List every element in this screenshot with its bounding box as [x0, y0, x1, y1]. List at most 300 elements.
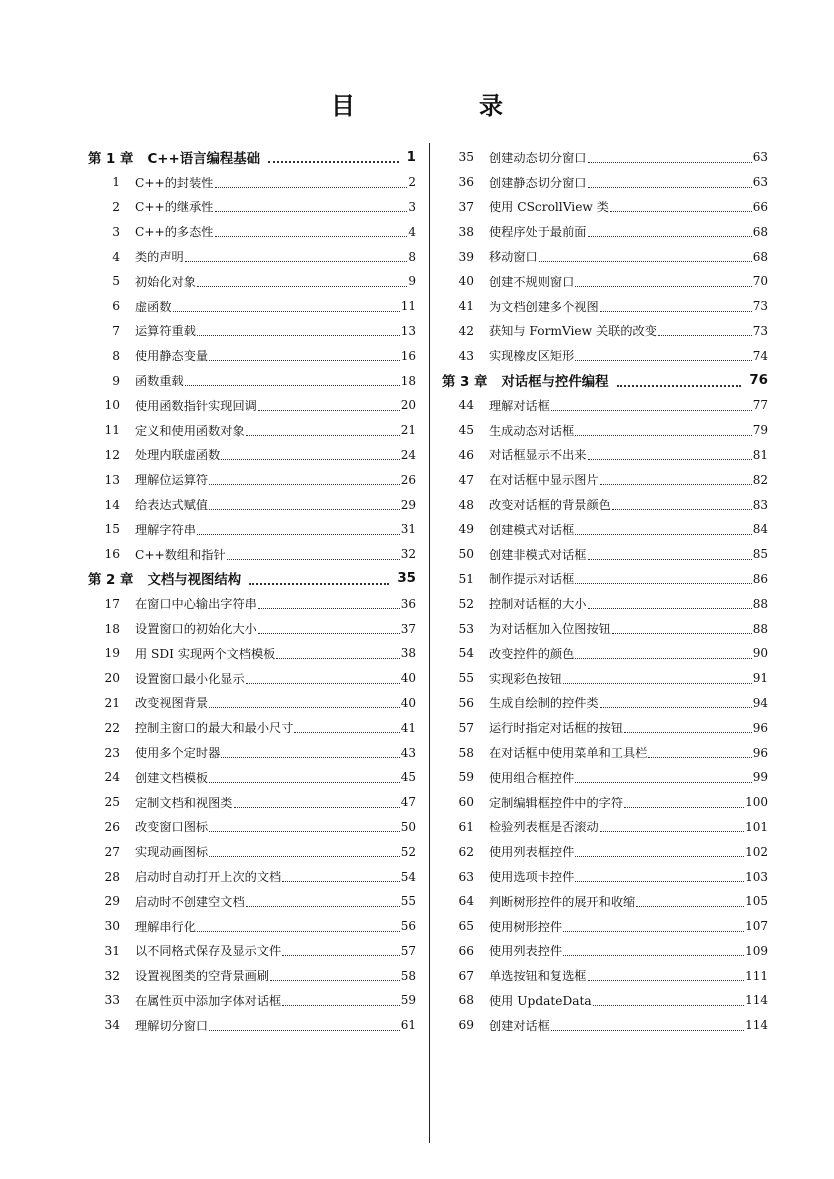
- toc-entry: [442, 443, 768, 468]
- toc-entry: [88, 765, 416, 790]
- toc-chapter-heading: [442, 368, 768, 393]
- toc-left-column: [88, 145, 416, 1038]
- page-number: 38: [400, 646, 416, 661]
- page-number: 74: [752, 348, 768, 363]
- dot-leader: [600, 819, 744, 832]
- dot-leader: [624, 795, 744, 808]
- toc-entry: [88, 219, 416, 244]
- toc-entry: [88, 864, 416, 889]
- entry-title: 生成自绘制的控件类: [489, 696, 599, 711]
- page-number: 41: [400, 720, 416, 735]
- entry-title: 初始化对象: [135, 274, 196, 289]
- dot-leader: [551, 1018, 744, 1031]
- page-number: 90: [752, 646, 768, 661]
- toc-chapter-heading: [88, 145, 416, 170]
- entry-number: 11: [104, 423, 120, 438]
- entry-title: 生成动态对话框: [489, 423, 575, 438]
- entry-number: 54: [458, 646, 474, 661]
- dot-leader: [282, 943, 399, 956]
- entry-title: 设置窗口的初始化大小: [135, 622, 257, 637]
- toc-entry: [88, 517, 416, 542]
- entry-number: 14: [104, 497, 120, 512]
- entry-title: 为文档创建多个视图: [489, 299, 599, 314]
- page-number: 36: [400, 596, 416, 611]
- page-number: 59: [400, 993, 416, 1008]
- entry-number: 69: [458, 1018, 474, 1033]
- toc-entry: [88, 914, 416, 939]
- toc-entry: [442, 219, 768, 244]
- entry-number: 24: [104, 770, 120, 785]
- page-number: 3: [408, 199, 416, 214]
- page-number: 4: [408, 224, 416, 239]
- entry-title: 使用函数指针实现回调: [135, 398, 257, 413]
- entry-number: 46: [458, 447, 474, 462]
- entry-title: 运行时指定对话框的按钮: [489, 721, 624, 736]
- entry-title: 创建对话框: [489, 1018, 550, 1033]
- page-number: 56: [400, 919, 416, 934]
- dot-leader: [588, 547, 752, 560]
- dot-leader: [197, 522, 400, 535]
- entry-title: 改变视图背景: [135, 696, 209, 711]
- page-number: 102: [745, 844, 768, 859]
- toc-entry: [442, 641, 768, 666]
- toc-entry: [88, 170, 416, 195]
- dot-leader: [575, 348, 751, 361]
- entry-title: C++的继承性: [135, 200, 214, 215]
- page-number: 73: [752, 299, 768, 314]
- page-number: 103: [745, 869, 768, 884]
- entry-number: 47: [458, 472, 474, 487]
- page-number: 101: [745, 819, 768, 834]
- page-number: 24: [400, 447, 416, 462]
- dot-leader: [575, 869, 744, 882]
- toc-entry: [442, 765, 768, 790]
- entry-title: 设置窗口最小化显示: [135, 671, 245, 686]
- dot-leader: [215, 175, 408, 188]
- dot-leader: [234, 795, 400, 808]
- toc-entry: [88, 988, 416, 1013]
- dot-leader: [612, 497, 752, 510]
- dot-leader: [276, 646, 399, 659]
- toc-entry: [88, 715, 416, 740]
- toc-entry: [88, 616, 416, 641]
- dot-leader: [282, 993, 399, 1006]
- dot-leader: [270, 968, 400, 981]
- entry-title: 移动窗口: [489, 250, 538, 265]
- toc-entry: [442, 418, 768, 443]
- page-number: 8: [408, 249, 416, 264]
- entry-title: 改变对话框的背景颜色: [489, 498, 611, 513]
- page-number: 83: [752, 497, 768, 512]
- page-number: 105: [745, 894, 768, 909]
- dot-leader: [588, 968, 745, 981]
- dot-leader: [209, 770, 400, 783]
- entry-number: 8: [112, 348, 120, 363]
- page-number: 91: [752, 671, 768, 686]
- dot-leader: [588, 175, 752, 188]
- page-number: 31: [400, 522, 416, 537]
- toc-entry: [442, 790, 768, 815]
- toc-entry: [88, 963, 416, 988]
- entry-number: 20: [104, 671, 120, 686]
- dot-leader: [588, 224, 752, 237]
- page-number: 47: [400, 795, 416, 810]
- page-number: 81: [752, 447, 768, 462]
- toc-entry: [442, 715, 768, 740]
- toc-entry: [442, 963, 768, 988]
- entry-title: 创建不规则窗口: [489, 274, 575, 289]
- chapter-number: 第 1 章: [88, 151, 134, 167]
- dot-leader: [209, 472, 400, 485]
- entry-title: 实现橡皮区矩形: [489, 349, 575, 364]
- toc-entry: [88, 418, 416, 443]
- page-number: 1: [406, 149, 416, 165]
- dot-leader: [563, 919, 744, 932]
- toc-entry: [442, 988, 768, 1013]
- page-number: 85: [752, 547, 768, 562]
- entry-number: 39: [458, 249, 474, 264]
- toc-entry: [88, 790, 416, 815]
- dot-leader: [258, 398, 400, 411]
- toc-entry: [88, 666, 416, 691]
- entry-number: 44: [458, 398, 474, 413]
- page-number: 57: [400, 943, 416, 958]
- entry-number: 66: [458, 943, 474, 958]
- entry-number: 58: [458, 745, 474, 760]
- entry-title: 制作提示对话框: [489, 572, 575, 587]
- dot-leader: [600, 299, 752, 312]
- entry-title: 理解字符串: [135, 522, 196, 537]
- dot-leader: [575, 844, 744, 857]
- entry-title: 理解切分窗口: [135, 1018, 209, 1033]
- toc-entry: [88, 641, 416, 666]
- page-number: 54: [400, 869, 416, 884]
- toc-entry: [88, 368, 416, 393]
- entry-title: 以不同格式保存及显示文件: [135, 944, 282, 959]
- entry-number: 17: [104, 596, 120, 611]
- entry-number: 16: [104, 547, 120, 562]
- chapter-title: 文档与视图结构: [147, 573, 242, 589]
- dot-leader: [588, 150, 752, 163]
- page-number: 63: [752, 175, 768, 190]
- dot-leader: [185, 373, 400, 386]
- dot-leader: [209, 844, 400, 857]
- page-number: 52: [400, 844, 416, 859]
- dot-leader: [610, 199, 752, 212]
- toc-entry: [88, 319, 416, 344]
- entry-title: 启动时自动打开上次的文档: [135, 870, 282, 884]
- toc-entry: [442, 839, 768, 864]
- entry-title: 启动时不创建空文档: [135, 894, 245, 909]
- entry-title: 使用树形控件: [489, 919, 563, 934]
- entry-title: 检验列表框是否滚动: [489, 820, 599, 835]
- entry-title: 定义和使用函数对象: [135, 423, 245, 438]
- toc-entry: [442, 294, 768, 319]
- entry-title: 给表达式赋值: [135, 498, 209, 513]
- dot-leader: [258, 596, 400, 609]
- entry-number: 2: [112, 199, 120, 214]
- dot-leader: [617, 373, 742, 387]
- toc-entry: [442, 542, 768, 567]
- toc-entry: [442, 864, 768, 889]
- toc-entry: [88, 195, 416, 220]
- entry-number: 49: [458, 522, 474, 537]
- toc-entry: [442, 939, 768, 964]
- entry-title: 函数重载: [135, 374, 184, 389]
- entry-title: 对话框显示不出来: [489, 448, 587, 463]
- dot-leader: [563, 671, 752, 684]
- page-number: 50: [400, 819, 416, 834]
- dot-leader: [612, 621, 752, 634]
- entry-number: 52: [458, 596, 474, 611]
- entry-number: 65: [458, 919, 474, 934]
- page-number: 99: [752, 770, 768, 785]
- dot-leader: [221, 745, 399, 758]
- entry-title: 创建模式对话框: [489, 522, 575, 537]
- page-number: 61: [400, 1018, 416, 1033]
- page-number: 37: [400, 621, 416, 636]
- chapter-title: 对话框与控件编程: [501, 375, 609, 391]
- entry-number: 62: [458, 844, 474, 859]
- toc-chapter-heading: [88, 567, 416, 592]
- page-number: 16: [400, 348, 416, 363]
- entry-number: 31: [104, 943, 120, 958]
- entry-number: 51: [458, 571, 474, 586]
- dot-leader: [246, 423, 400, 436]
- entry-number: 10: [104, 398, 120, 413]
- toc-entry: [442, 666, 768, 691]
- dot-leader: [209, 348, 400, 361]
- dot-leader: [221, 447, 399, 460]
- page-number: 21: [400, 423, 416, 438]
- chapter-title: C++语言编程基础: [147, 151, 261, 167]
- dot-leader: [209, 497, 400, 510]
- dot-leader: [282, 869, 399, 882]
- page-number: 68: [752, 249, 768, 264]
- page-number: 76: [749, 373, 768, 389]
- entry-number: 19: [104, 646, 120, 661]
- entry-title: C++的封装性: [135, 175, 214, 190]
- page-number: 43: [400, 745, 416, 760]
- page-number: 9: [408, 274, 416, 289]
- toc-entry: [88, 691, 416, 716]
- dot-leader: [575, 274, 751, 287]
- page-number: 114: [745, 993, 768, 1008]
- toc-entry: [442, 145, 768, 170]
- page-number: 18: [400, 373, 416, 388]
- entry-number: 61: [458, 819, 474, 834]
- entry-title: 创建静态切分窗口: [489, 175, 587, 190]
- toc-entry: [442, 195, 768, 220]
- dot-leader: [588, 447, 752, 460]
- entry-number: 1: [112, 175, 120, 190]
- entry-title: 获知与 FormView 关联的改变: [489, 324, 657, 339]
- toc-entry: [442, 319, 768, 344]
- entry-title: 虚函数: [135, 299, 172, 314]
- page-number: 88: [752, 621, 768, 636]
- toc-entry: [88, 393, 416, 418]
- dot-leader: [197, 274, 407, 287]
- entry-number: 23: [104, 745, 120, 760]
- entry-title: 运算符重载: [135, 324, 196, 339]
- toc-entry: [88, 467, 416, 492]
- toc-entry: [442, 616, 768, 641]
- dot-leader: [258, 621, 400, 634]
- page-number: 77: [752, 398, 768, 413]
- dot-leader: [209, 695, 400, 708]
- page-number: 68: [752, 224, 768, 239]
- toc-entry: [88, 542, 416, 567]
- entry-title: 使程序处于最前面: [489, 225, 587, 240]
- entry-title: 类的声明: [135, 250, 184, 265]
- entry-title: 使用静态变量: [135, 349, 209, 364]
- dot-leader: [648, 745, 751, 758]
- entry-number: 15: [104, 522, 120, 537]
- toc-entry: [442, 691, 768, 716]
- toc-entry: [442, 170, 768, 195]
- entry-number: 6: [112, 299, 120, 314]
- toc-entry: [442, 740, 768, 765]
- page-number: 40: [400, 695, 416, 710]
- page-number: 111: [745, 968, 768, 983]
- entry-number: 29: [104, 894, 120, 909]
- entry-number: 32: [104, 968, 120, 983]
- entry-number: 53: [458, 621, 474, 636]
- toc-entry: [88, 740, 416, 765]
- entry-number: 9: [112, 373, 120, 388]
- entry-title: 定制编辑框控件中的字符: [489, 795, 624, 810]
- dot-leader: [575, 770, 751, 783]
- toc-entry: [88, 815, 416, 840]
- entry-number: 57: [458, 720, 474, 735]
- toc-entry: [88, 839, 416, 864]
- page-number: 100: [745, 795, 768, 810]
- page-number: 40: [400, 671, 416, 686]
- entry-number: 48: [458, 497, 474, 512]
- dot-leader: [215, 224, 408, 237]
- entry-title: 在对话框中使用菜单和工具栏: [489, 746, 648, 761]
- entry-title: 改变窗口图标: [135, 820, 209, 835]
- entry-number: 38: [458, 224, 474, 239]
- dot-leader: [246, 671, 400, 684]
- entry-number: 50: [458, 547, 474, 562]
- chapter-number: 第 3 章: [442, 375, 488, 391]
- dot-leader: [600, 472, 752, 485]
- entry-title: 改变控件的颜色: [489, 646, 575, 661]
- page-number: 29: [400, 497, 416, 512]
- page-number: 107: [745, 919, 768, 934]
- page-number: 63: [752, 150, 768, 165]
- page-number: 86: [752, 571, 768, 586]
- entry-number: 67: [458, 968, 474, 983]
- entry-title: 单选按钮和复选框: [489, 969, 587, 984]
- entry-number: 42: [458, 323, 474, 338]
- entry-title: 理解串行化: [135, 919, 196, 934]
- page-number: 45: [400, 770, 416, 785]
- toc-entry: [88, 443, 416, 468]
- dot-leader: [197, 919, 400, 932]
- toc-entry: [442, 244, 768, 269]
- entry-title: C++数组和指针: [135, 547, 226, 562]
- entry-number: 60: [458, 795, 474, 810]
- page-number: 20: [400, 398, 416, 413]
- entry-number: 7: [112, 323, 120, 338]
- page-number: 88: [752, 596, 768, 611]
- toc-entry: [442, 467, 768, 492]
- page-number: 96: [752, 745, 768, 760]
- entry-number: 64: [458, 894, 474, 909]
- dot-leader: [624, 720, 752, 733]
- entry-number: 4: [112, 249, 120, 264]
- page-number: 84: [752, 522, 768, 537]
- page-number: 70: [752, 274, 768, 289]
- entry-title: 使用列表框控件: [489, 845, 575, 860]
- entry-title: 定制文档和视图类: [135, 795, 233, 810]
- dot-leader: [215, 199, 408, 212]
- dot-leader: [593, 993, 744, 1006]
- dot-leader: [551, 398, 752, 411]
- entry-number: 28: [104, 869, 120, 884]
- entry-title: 处理内联虚函数: [135, 448, 221, 463]
- dot-leader: [185, 249, 408, 262]
- page-number: 109: [745, 943, 768, 958]
- entry-title: 设置视图类的空背景画刷: [135, 969, 270, 984]
- toc-entry: [88, 889, 416, 914]
- entry-number: 21: [104, 695, 120, 710]
- toc-entry: [88, 244, 416, 269]
- entry-title: 判断树形控件的展开和收缩: [489, 894, 636, 909]
- toc-entry: [442, 492, 768, 517]
- page-number: 96: [752, 720, 768, 735]
- page-number: 55: [400, 894, 416, 909]
- entry-title: 理解对话框: [489, 398, 550, 413]
- page-number: 66: [752, 199, 768, 214]
- entry-title: 创建文档模板: [135, 770, 209, 785]
- page-number: 13: [400, 323, 416, 338]
- page-number: 82: [752, 472, 768, 487]
- entry-title: 使用多个定时器: [135, 746, 221, 761]
- toc-entry: [88, 492, 416, 517]
- dot-leader: [209, 819, 400, 832]
- entry-title: 创建非模式对话框: [489, 547, 587, 562]
- toc-right-column: [442, 145, 768, 1038]
- entry-number: 18: [104, 621, 120, 636]
- dot-leader: [600, 695, 752, 708]
- toc-entry: [88, 1013, 416, 1038]
- dot-leader: [588, 596, 752, 609]
- page-number: 79: [752, 423, 768, 438]
- toc-entry: [88, 939, 416, 964]
- page-number: 58: [400, 968, 416, 983]
- entry-number: 68: [458, 993, 474, 1008]
- entry-title: 实现彩色按钮: [489, 671, 563, 686]
- entry-number: 63: [458, 869, 474, 884]
- entry-title: 用 SDI 实现两个文档模板: [135, 646, 276, 661]
- dot-leader: [209, 1018, 400, 1031]
- page-number: 26: [400, 472, 416, 487]
- toc-entry: [442, 517, 768, 542]
- entry-number: 40: [458, 274, 474, 289]
- entry-number: 27: [104, 844, 120, 859]
- entry-title: 控制对话框的大小: [489, 597, 587, 612]
- entry-number: 34: [104, 1018, 120, 1033]
- toc-entry: [442, 914, 768, 939]
- page-number: 35: [397, 571, 416, 587]
- entry-title: 理解位运算符: [135, 473, 209, 488]
- entry-title: 实现动画图标: [135, 845, 209, 860]
- entry-number: 22: [104, 720, 120, 735]
- page-number: 73: [752, 323, 768, 338]
